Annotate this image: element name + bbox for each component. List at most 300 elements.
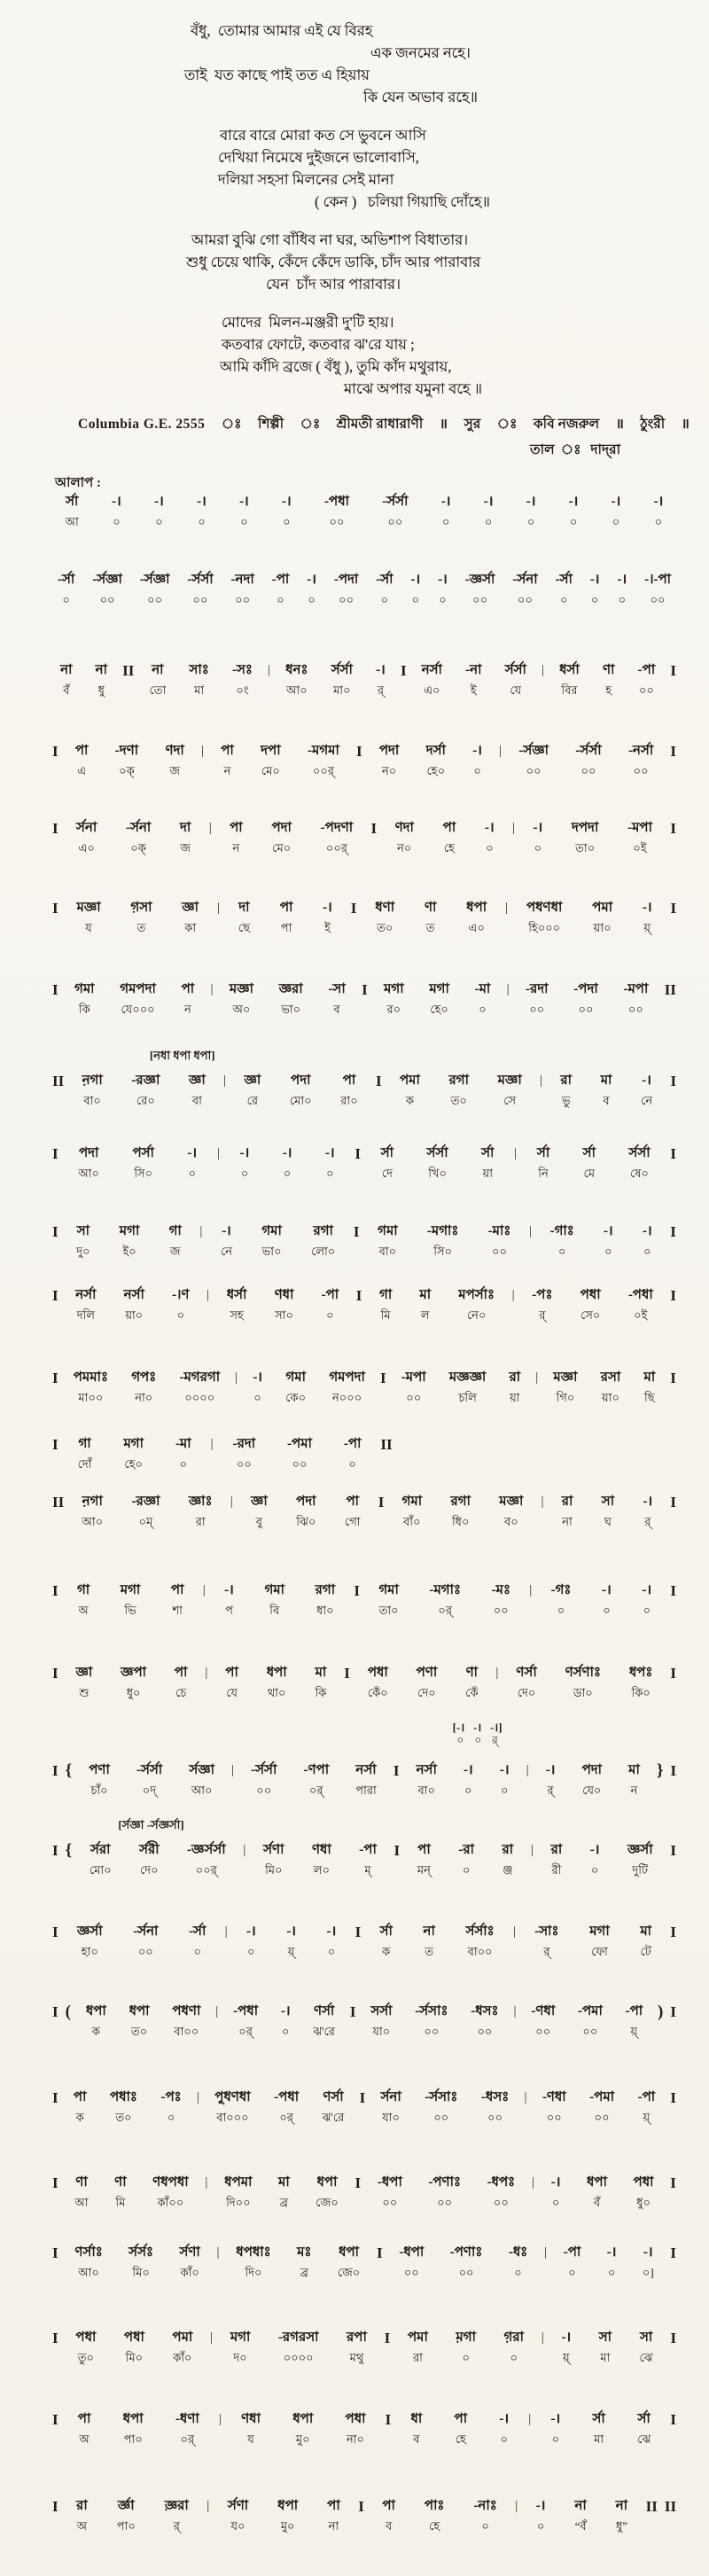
note-bol: র্	[539, 1308, 546, 1322]
note-cell	[329, 2410, 381, 2450]
note-bol: ০০র্	[312, 764, 334, 777]
note-bol: ০	[193, 1945, 201, 1958]
note-bol: ০০	[518, 593, 533, 606]
grace-note-bracket-notes: [নধা ধপা ধপা]	[149, 1049, 215, 1062]
note-cell	[346, 1841, 391, 1881]
taal-label: তাল	[530, 442, 555, 457]
note-bol: ০	[113, 515, 121, 528]
note-cell	[221, 661, 264, 701]
note-swara: -পঃ	[532, 1288, 553, 1302]
note-swara: গ়সা	[130, 901, 152, 915]
note-swara: রা	[76, 2499, 88, 2513]
note-bol: রা০	[340, 1094, 358, 1107]
note-cell	[363, 1222, 413, 1262]
notation-cells	[49, 1072, 680, 1112]
note-cell	[249, 1581, 300, 1621]
note-swara: -।	[245, 1924, 256, 1939]
note-bol: হে০	[124, 1457, 143, 1471]
note-cell	[560, 2497, 601, 2537]
note-cell	[177, 661, 221, 701]
notation-cells	[49, 1761, 680, 1801]
note-swara: ধপা	[316, 2175, 338, 2190]
bar-line: I	[354, 1145, 361, 1162]
note-swara: -।	[604, 1224, 613, 1238]
note-bol: ০০	[580, 764, 596, 777]
note-cell	[231, 1923, 271, 1963]
note-cell	[485, 1493, 537, 1533]
notation-line	[49, 1369, 680, 1409]
note-swara: -মপা	[627, 821, 652, 835]
note-cell	[266, 1144, 308, 1184]
note-swara: -।-পা	[644, 573, 672, 587]
note-bol: ব	[333, 1003, 340, 1016]
note-bol: ০০	[137, 1945, 153, 1958]
note-swara: জ্ঞা	[75, 1666, 93, 1680]
note-bol: জ	[169, 1245, 181, 1258]
note-bol: ব্র	[300, 2266, 308, 2279]
note-swara: মা	[643, 1370, 656, 1385]
note-bol: চে	[175, 1686, 187, 1699]
note-swara: -ধপা	[399, 2245, 425, 2260]
note-cell	[612, 1144, 667, 1184]
note-cell	[533, 1761, 569, 1801]
note-swara: -পধা	[274, 2090, 300, 2104]
bar-line: I	[52, 1842, 58, 1859]
note-swara: -।	[239, 495, 249, 509]
note-cell	[363, 1581, 414, 1621]
note-bol: হে০	[426, 764, 446, 777]
note-bol: ০	[612, 515, 620, 528]
lyrics-stanza	[0, 20, 709, 108]
bar-line: |	[526, 1763, 529, 1777]
bar-line: I	[52, 1370, 58, 1386]
note-bol: সে০	[580, 1308, 601, 1322]
note-bol: ০	[176, 1308, 185, 1322]
note-bol: পা	[280, 921, 292, 934]
note-bol: প	[225, 1604, 233, 1617]
bar-line: I	[52, 981, 58, 998]
note-swara: মজ্ঞা	[553, 1370, 578, 1385]
bar-line: |	[224, 1924, 228, 1939]
notation-line	[49, 1493, 680, 1533]
note-cell	[213, 1286, 261, 1326]
note-swara: সা	[601, 1495, 615, 1509]
note-swara: -।	[561, 2330, 572, 2345]
bar-line: |	[196, 2090, 199, 2104]
note-swara: -মগমা	[308, 744, 339, 758]
note-swara: পণা	[89, 1763, 110, 1777]
bar-line: {	[65, 1761, 73, 1780]
note-bol: নি	[538, 1167, 549, 1180]
note-bol: ০	[327, 1945, 336, 1958]
note-cell	[487, 1761, 523, 1801]
note-bol: ০০	[99, 593, 115, 606]
notation-cells	[49, 2002, 680, 2042]
note-bol: বা০	[378, 1245, 397, 1258]
note-bol: ০ং	[236, 683, 249, 697]
note-cell	[156, 1581, 199, 1621]
notation-line	[49, 2088, 680, 2128]
note-cell	[62, 1369, 120, 1409]
note-cell	[473, 1222, 526, 1262]
bar-line: |	[531, 2175, 534, 2190]
note-cell	[62, 2244, 116, 2283]
notation-cells	[49, 1222, 680, 1262]
note-swara: পা	[382, 2499, 395, 2513]
artist-name: শ্রীমতী রাধারাণী	[336, 417, 424, 432]
note-bol: মো০	[89, 1863, 112, 1877]
note-bol: দলি	[76, 1308, 95, 1322]
note-swara: মা	[419, 1288, 432, 1302]
note-cell	[105, 1222, 154, 1262]
note-cell	[62, 1435, 108, 1475]
note-bol: সি০	[134, 1167, 153, 1180]
note-cell	[614, 2002, 654, 2042]
notation-cells	[49, 1144, 680, 1184]
note-swara: -না	[465, 663, 482, 677]
note-swara: ণধা	[241, 2412, 261, 2426]
note-bol: ০	[551, 2432, 560, 2446]
note-bol: পা০	[123, 2432, 143, 2446]
bar-line: I	[52, 1145, 58, 1162]
note-cell	[175, 1761, 228, 1801]
note-bol: হা০	[81, 1945, 98, 1958]
notation-cells	[49, 1435, 396, 1475]
note-swara: সা	[598, 2330, 612, 2345]
note-cell	[621, 2410, 666, 2450]
note-bol: আ০	[82, 1515, 104, 1528]
bar-line: |	[206, 2499, 210, 2513]
note-cell	[320, 661, 364, 701]
note-cell	[410, 1144, 465, 1184]
note-bol: মি০	[125, 2351, 144, 2364]
note-bol: মি	[115, 2196, 126, 2209]
note-swara: -।	[253, 1370, 262, 1385]
separator: ॥	[439, 417, 448, 432]
note-bol: ০	[283, 1167, 292, 1180]
note-cell	[588, 1493, 629, 1533]
note-swara: না	[95, 663, 107, 677]
note-cell	[470, 2088, 521, 2128]
note-bol: মু০	[295, 2432, 310, 2446]
note-swara: -জ্ঞর্সর্সা	[187, 1843, 226, 1857]
note-bol: বঁ	[63, 683, 70, 697]
note-cell	[213, 2497, 262, 2537]
note-bol: য	[247, 2432, 254, 2446]
lyrics-line: দলিয়া সহসা মিলনের সেই মানা	[218, 171, 394, 188]
note-swara: -।	[642, 1224, 652, 1238]
note-cell	[587, 1581, 627, 1621]
note-cell	[601, 2497, 642, 2537]
note-bol: সা০	[275, 1308, 293, 1322]
note-cell	[437, 2244, 495, 2283]
note-bol: নে০	[466, 1308, 487, 1322]
note-swara: -সা	[328, 982, 346, 996]
bar-line: I	[400, 662, 407, 679]
note-swara: ধপা	[122, 2412, 144, 2426]
note-swara: ধপা	[292, 2412, 314, 2426]
note-cell	[573, 2174, 620, 2213]
notation-cells	[49, 1923, 680, 1963]
bar-line: |	[268, 663, 271, 677]
note-swara: পধা	[75, 2330, 97, 2345]
note-swara: পা	[230, 821, 243, 835]
note-swara: -।	[589, 1843, 600, 1857]
notation-line	[49, 571, 680, 611]
note-bol: ভু	[561, 1094, 571, 1107]
note-swara: মজ্ঞা	[76, 901, 101, 915]
note-cell	[310, 2088, 355, 2128]
bar-line: I	[52, 2089, 58, 2106]
note-swara: গা	[78, 1437, 91, 1451]
note-cell	[328, 1435, 378, 1475]
note-cell	[608, 571, 635, 611]
note-cell	[613, 1841, 666, 1881]
lyrics-line: তাই যত কাছে পাই তত এ হিয়ায়	[184, 66, 370, 83]
note-bol: ০	[590, 593, 599, 606]
note-bol: ০	[568, 2266, 576, 2279]
note-swara: র্সা	[379, 1924, 393, 1939]
note-cell	[366, 742, 413, 782]
note-bol: য়্	[563, 2351, 570, 2364]
note-bol: য়্	[643, 2111, 651, 2124]
note-swara: র্সনা	[76, 821, 97, 835]
lyrics-line: কি যেন অভাব রহে॥	[363, 89, 478, 105]
note-cell	[557, 819, 613, 859]
bar-line: I	[670, 1223, 676, 1240]
note-cell	[257, 819, 306, 859]
note-swara: র্সণা	[227, 2499, 249, 2513]
note-cell	[222, 493, 265, 533]
note-bol: ০	[281, 2025, 290, 2038]
note-cell	[459, 2002, 510, 2042]
note-swara: ণা	[424, 901, 437, 915]
note-bol: ত	[425, 1945, 434, 1958]
lyrics-line: বারে বারে মোরা কত সে ভুবনে আসি	[220, 127, 426, 144]
note-swara: -পণাঃ	[428, 2175, 461, 2190]
note-cell	[265, 899, 308, 939]
bar-line: |	[208, 821, 212, 835]
note-cell	[394, 2410, 438, 2450]
note-bol: রা	[195, 1515, 206, 1528]
taal-name: দাদ্‌রা	[590, 442, 621, 457]
bar-line: I	[378, 1494, 385, 1510]
note-swara: -।	[568, 495, 579, 509]
bar-line: {	[65, 1841, 73, 1860]
bar-line: |	[218, 2412, 222, 2426]
note-cell	[171, 1144, 214, 1184]
notation-cells	[49, 1286, 680, 1326]
note-swara: রপা	[347, 2330, 367, 2345]
bar-line: I	[52, 2244, 58, 2261]
note-swara: মজ্ঞজ্ঞা	[448, 1370, 487, 1385]
note-swara: গা	[168, 1224, 182, 1238]
note-cell	[354, 1664, 402, 1704]
note-cell	[269, 2002, 301, 2042]
note-bol: তা০	[575, 841, 596, 855]
note-bol: ন০	[381, 764, 397, 777]
note-bol: মন্	[417, 1863, 431, 1877]
note-bol: ক	[382, 1945, 391, 1958]
note-cell	[215, 819, 257, 859]
note-bol: জ	[169, 764, 180, 777]
bar-line: I	[344, 1665, 350, 1682]
note-swara: ন়গা	[82, 1495, 103, 1509]
note-swara: -।	[326, 1924, 337, 1939]
lyrics-line: মাঝে অপার যমুনা বহে ॥	[344, 380, 483, 397]
note-swara: -মা	[175, 1437, 191, 1451]
note-cell	[75, 1841, 125, 1881]
note-swara: -।	[499, 2412, 510, 2426]
composer-name: কবি নজরুল	[533, 417, 600, 432]
note-bol: দে০	[140, 1863, 159, 1877]
note-cell	[225, 2410, 277, 2450]
note-swara: -।	[154, 495, 164, 509]
notation-cells	[49, 1493, 680, 1533]
note-bol: ০০	[493, 2196, 509, 2209]
note-swara: রগা	[448, 1073, 469, 1088]
note-cell	[454, 661, 494, 701]
bar-line: |	[524, 2090, 527, 2104]
note-swara: গমা	[285, 1370, 306, 1385]
note-bol: ত০	[115, 2111, 132, 2124]
bar-line: I	[385, 2411, 392, 2428]
note-cell	[49, 571, 83, 611]
note-swara: মজ্ঞা	[497, 1073, 522, 1088]
note-swara: রগা	[313, 1224, 333, 1238]
note-swara: নর্সা	[123, 1288, 144, 1302]
note-cell	[282, 1493, 331, 1533]
note-cell	[274, 661, 320, 701]
note-bol: নে	[221, 1245, 233, 1258]
note-swara: -ধসঃ	[480, 2090, 510, 2104]
note-swara: ধপা	[587, 2175, 607, 2190]
bar-line: }	[656, 1761, 664, 1780]
note-bol: ন	[183, 1003, 191, 1016]
note-swara: -পমা	[577, 2004, 603, 2018]
note-bol: য়া	[482, 1167, 493, 1180]
note-bol: ০	[253, 1391, 261, 1404]
note-bol: ০	[534, 841, 542, 855]
note-bol: ক	[91, 2025, 100, 2038]
note-swara: পা	[454, 2412, 468, 2426]
note-cell	[505, 742, 562, 782]
note-swara: -ধপা	[377, 2175, 402, 2190]
note-bol: আ০	[78, 1167, 99, 1180]
lyrics-line: ( কেন ) চলিয়া গিয়াছি দোঁহে॥	[315, 193, 490, 210]
note-cell	[635, 571, 680, 611]
note-swara: -র্সা	[555, 573, 573, 587]
notation-line	[49, 2174, 680, 2213]
note-bol: রী	[551, 1863, 562, 1877]
note-cell	[585, 2329, 626, 2369]
note-swara: জ্ঞাঃ	[188, 1495, 213, 1509]
note-cell	[387, 1493, 436, 1533]
note-bol: দে০	[417, 1686, 436, 1699]
bar-line: |	[206, 1288, 210, 1302]
note-cell	[211, 1664, 252, 1704]
note-bol: এ	[77, 764, 87, 777]
note-swara: ধপা	[129, 2004, 150, 2018]
note-swara: -পা	[625, 2004, 643, 2018]
note-cell	[628, 1493, 666, 1533]
note-swara: -।	[550, 2412, 561, 2426]
note-cell	[173, 1841, 239, 1881]
note-bol: মো০	[289, 1094, 312, 1107]
note-swara: -ধণা	[175, 2412, 199, 2426]
note-bol: না	[328, 2519, 339, 2533]
note-bol: মি০	[265, 1863, 283, 1877]
note-bol: ০]	[642, 2266, 654, 2279]
note-cell	[152, 742, 198, 782]
note-bol: বা০০০	[216, 2111, 249, 2124]
bar-line: I	[52, 1762, 58, 1779]
bar-line: I	[670, 2089, 677, 2106]
note-cell	[627, 1581, 666, 1621]
note-cell	[230, 1072, 275, 1112]
note-cell	[217, 1435, 271, 1475]
note-bol: রে০	[136, 1094, 155, 1107]
bar-line: II	[664, 2498, 677, 2515]
note-swara: ন়গা	[82, 1073, 103, 1088]
note-cell	[546, 1072, 586, 1112]
note-cell	[581, 571, 609, 611]
note-bol: অ	[78, 1604, 89, 1617]
note-cell	[241, 1369, 274, 1409]
note-bol: ০০	[633, 764, 649, 777]
note-bol: তো	[149, 683, 167, 697]
note-bol: য়্	[643, 921, 651, 934]
note-swara: রা	[509, 1370, 521, 1385]
note-swara: ধণা	[375, 901, 395, 915]
bar-line: I	[670, 1842, 676, 1859]
note-cell	[159, 2329, 206, 2369]
bar-line: I	[359, 2089, 366, 2106]
note-bol: বির	[561, 683, 578, 697]
note-bol: ০	[569, 515, 578, 528]
note-cell	[217, 980, 267, 1020]
note-cell	[74, 2002, 118, 2042]
note-cell	[386, 1072, 435, 1112]
note-swara: -পমা	[287, 1437, 312, 1451]
note-bol: আ০	[78, 2266, 99, 2279]
note-swara: -পঃ	[160, 2090, 182, 2104]
note-cell	[49, 493, 95, 533]
note-swara: -রজ্ঞা	[131, 1495, 160, 1509]
note-cell	[137, 661, 177, 701]
note-bol: ০০০০	[283, 2351, 314, 2364]
note-bol: ০	[283, 515, 291, 528]
bar-line: I	[670, 1145, 676, 1162]
bar-line: |	[512, 1924, 516, 1939]
note-swara: পমমাঃ	[73, 1370, 108, 1385]
note-cell	[249, 1841, 298, 1881]
note-cell	[131, 571, 179, 611]
bar-line: I	[52, 900, 58, 917]
bar-line: I	[52, 2411, 58, 2428]
note-cell	[167, 2244, 214, 2283]
note-swara: ধপমা	[224, 2175, 253, 2190]
note-cell	[386, 2244, 437, 2283]
note-swara: -।	[617, 573, 627, 587]
note-bol: ঝ'রে	[322, 2111, 345, 2124]
note-swara: -।	[545, 1763, 556, 1777]
note-bol: মু০	[280, 2519, 295, 2533]
note-cell	[548, 661, 591, 701]
note-bol: ০	[551, 2196, 560, 2209]
bar-line: |	[535, 1370, 539, 1385]
note-swara: -মগাঃ	[429, 1583, 461, 1597]
